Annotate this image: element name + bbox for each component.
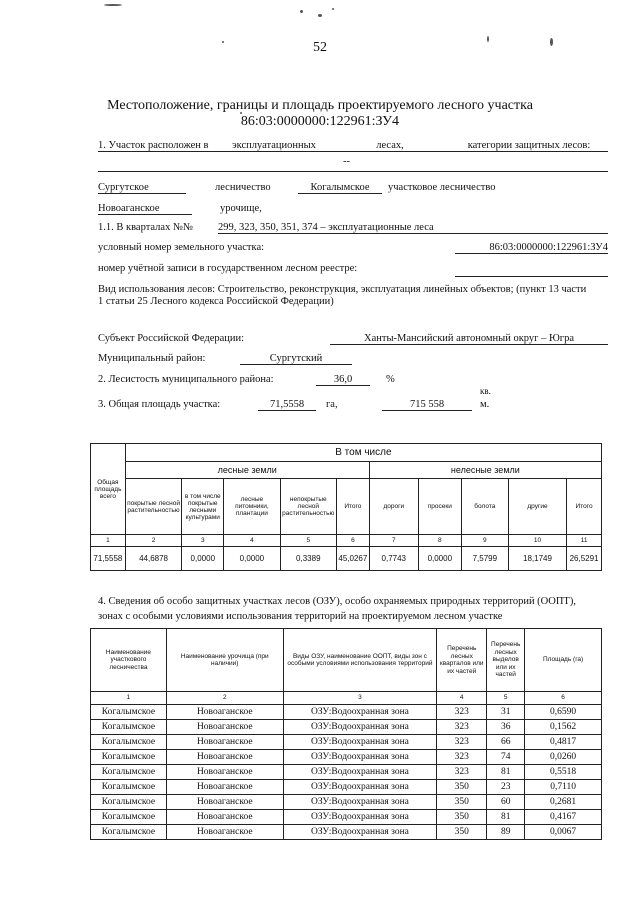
cell-tract: Новоаганское (166, 795, 283, 810)
municipal-label: Муниципальный район: (98, 353, 206, 364)
cell-area-ha: 0,6590 (525, 705, 602, 720)
table-row (91, 735, 602, 750)
cell-area-ha: 0,4167 (525, 810, 602, 825)
cell-zone-type: ОЗУ:Водоохранная зона (283, 720, 437, 735)
subject-value: Ханты-Мансийский автономный округ – Югра (330, 333, 608, 345)
header-district-forestry: Наименование участкового лесничества (91, 629, 167, 692)
cell-zone-type: ОЗУ:Водоохранная зона (283, 780, 437, 795)
value-roads: 0,7743 (369, 547, 418, 571)
cell-tract: Новоаганское (166, 705, 283, 720)
total-area-label: 3. Общая площадь участка: (98, 399, 221, 410)
value-nonforest-total: 26,5291 (567, 547, 602, 571)
col-number: 4 (437, 692, 487, 705)
header-tract: Наименование урочища (при наличии) (166, 629, 283, 692)
registry-value-line (455, 276, 608, 277)
cell-quarter: 323 (437, 750, 487, 765)
col-number: 3 (182, 535, 224, 547)
col-number: 1 (91, 535, 126, 547)
use-line-2: 1 статьи 25 Лесного кодекса Российской Федерации) (98, 296, 334, 307)
forestry-word: лесничество (215, 182, 271, 193)
section-4-line-2: зонах с особыми условиями использования территорий на проектируемом лесном участке (98, 611, 503, 622)
cell-section: 66 (487, 735, 525, 750)
cell-tract: Новоаганское (166, 735, 283, 750)
cell-section: 31 (487, 705, 525, 720)
col-number: 7 (369, 535, 418, 547)
cell-district-forestry: Когалымское (91, 780, 167, 795)
col-number: 6 (337, 535, 370, 547)
total-area-m2: 715 558 (382, 399, 472, 411)
land-composition-table (90, 443, 602, 571)
total-area-ha-unit: га, (326, 399, 338, 410)
tract-word: урочище, (220, 203, 262, 214)
cell-zone-type: ОЗУ:Водоохранная зона (283, 795, 437, 810)
header-swamps: болота (461, 479, 508, 535)
divider (98, 171, 608, 172)
cell-zone-type: ОЗУ:Водоохранная зона (283, 705, 437, 720)
value-covered-cultures: 0,0000 (182, 547, 224, 571)
cell-section: 36 (487, 720, 525, 735)
district-forestry-word: участковое лесничество (388, 182, 496, 193)
section-4-line-1: 4. Сведения об особо защитных участках лесов (ОЗУ), особо охраняемых природных территорий (ООПТ), (98, 596, 576, 607)
cell-quarter: 323 (437, 720, 487, 735)
cell-quarter: 323 (437, 765, 487, 780)
cell-area-ha: 0,7110 (525, 780, 602, 795)
header-forest-lands: лесные земли (125, 462, 369, 479)
value-covered: 44,6878 (125, 547, 182, 571)
col-number: 5 (487, 692, 525, 705)
header-roads: дороги (369, 479, 418, 535)
cell-zone-type: ОЗУ:Водоохранная зона (283, 810, 437, 825)
use-line-1: Вид использования лесов: Строительство, реконструкция, эксплуатация линейных объектов; (пункт 13 части (98, 284, 587, 295)
value-other: 18,1749 (508, 547, 566, 571)
header-other: другие (508, 479, 566, 535)
title-line-1: Местоположение, границы и площадь проектируемого лесного участка (107, 98, 533, 113)
value-nurseries: 0,0000 (224, 547, 280, 571)
forest-cover-value: 36,0 (316, 374, 370, 386)
header-zone-type: Виды ОЗУ, наименование ООПТ, виды зон с особыми условиями использования территорий (283, 629, 437, 692)
cell-area-ha: 0,1562 (525, 720, 602, 735)
title-line-2: 86:03:0000000:122961:ЗУ4 (240, 114, 400, 129)
total-area-ha: 71,5558 (258, 399, 316, 411)
col-number: 11 (567, 535, 602, 547)
forest-type: эксплуатационных (218, 140, 330, 152)
cell-tract: Новоаганское (166, 780, 283, 795)
header-covered-cultures: в том числе покрытые лесными культурами (182, 479, 224, 535)
value-total-area: 71,5558 (91, 547, 126, 571)
table-row (91, 765, 602, 780)
cell-zone-type: ОЗУ:Водоохранная зона (283, 825, 437, 840)
cell-zone-type: ОЗУ:Водоохранная зона (283, 765, 437, 780)
column-number-row (91, 535, 602, 547)
subject-label: Субъект Российской Федерации: (98, 333, 245, 344)
col-number: 5 (280, 535, 337, 547)
header-uncovered: непокрытые лесной растительностью (280, 479, 337, 535)
cell-section: 60 (487, 795, 525, 810)
cell-tract: Новоаганское (166, 720, 283, 735)
header-quarters: Перечень лесных кварталов или их частей (437, 629, 487, 692)
cell-quarter: 323 (437, 705, 487, 720)
total-area-m2-unit-top: кв. (480, 386, 491, 396)
protected-areas-table (90, 628, 602, 840)
forestry-name: Сургутское (98, 182, 186, 194)
cadastral-label: условный номер земельного участка: (98, 242, 265, 253)
cell-district-forestry: Когалымское (91, 720, 167, 735)
protective-category-label: категории защитных лесов: (450, 140, 608, 152)
header-nonforest-total: Итого (567, 479, 602, 535)
cell-quarter: 350 (437, 810, 487, 825)
header-nonforest-lands: нелесные земли (369, 462, 601, 479)
cell-quarter: 323 (437, 735, 487, 750)
municipal-value: Сургутский (240, 353, 352, 365)
col-number: 1 (91, 692, 167, 705)
col-number: 3 (283, 692, 437, 705)
cell-area-ha: 0,2681 (525, 795, 602, 810)
protective-category-value: -- (343, 156, 350, 167)
column-number-row (91, 692, 602, 705)
cell-district-forestry: Когалымское (91, 765, 167, 780)
table-row (91, 720, 602, 735)
table-row (91, 750, 602, 765)
forest-cover-label: 2. Лесистость муниципального района: (98, 374, 274, 385)
forest-cover-unit: % (386, 374, 395, 385)
page-title (0, 98, 640, 130)
header-nurseries: лесные питомники, плантации (224, 479, 280, 535)
cell-district-forestry: Когалымское (91, 735, 167, 750)
cell-quarter: 350 (437, 795, 487, 810)
total-area-m2-unit-bottom: м. (480, 399, 490, 410)
col-number: 10 (508, 535, 566, 547)
header-clearings: просеки (418, 479, 461, 535)
cell-quarter: 350 (437, 780, 487, 795)
cell-district-forestry: Когалымское (91, 825, 167, 840)
table-row (91, 780, 602, 795)
cell-area-ha: 0,4817 (525, 735, 602, 750)
cell-section: 81 (487, 765, 525, 780)
table-row (91, 705, 602, 720)
value-forest-total: 45,0267 (337, 547, 370, 571)
header-area-ha: Площадь (га) (525, 629, 602, 692)
cell-section: 23 (487, 780, 525, 795)
cell-district-forestry: Когалымское (91, 795, 167, 810)
header-sections: Перечень лесных выделов или их частей (487, 629, 525, 692)
cell-tract: Новоаганское (166, 750, 283, 765)
district-forestry-name: Когалымское (298, 182, 382, 194)
table-row (91, 825, 602, 840)
col-number: 8 (418, 535, 461, 547)
location-label: 1. Участок расположен в (98, 140, 218, 152)
table-row (91, 810, 602, 825)
value-clearings: 0,0000 (418, 547, 461, 571)
cell-section: 81 (487, 810, 525, 825)
table-row (91, 795, 602, 810)
cell-district-forestry: Когалымское (91, 705, 167, 720)
forests-word: лесах, (330, 140, 450, 152)
col-number: 4 (224, 535, 280, 547)
table-row (91, 547, 602, 571)
cell-district-forestry: Когалымское (91, 810, 167, 825)
cell-area-ha: 0,0067 (525, 825, 602, 840)
cell-zone-type: ОЗУ:Водоохранная зона (283, 735, 437, 750)
cell-area-ha: 0,5518 (525, 765, 602, 780)
cadastral-value: 86:03:0000000:122961:ЗУ4 (455, 242, 608, 254)
cell-tract: Новоаганское (166, 825, 283, 840)
cell-tract: Новоаганское (166, 810, 283, 825)
registry-label: номер учётной записи в государственном лесном реестре: (98, 263, 358, 274)
col-number: 9 (461, 535, 508, 547)
value-uncovered: 0,3389 (280, 547, 337, 571)
cell-quarter: 350 (437, 825, 487, 840)
cell-area-ha: 0,0260 (525, 750, 602, 765)
col-number: 6 (525, 692, 602, 705)
page-number: 52 (313, 40, 327, 55)
cell-zone-type: ОЗУ:Водоохранная зона (283, 750, 437, 765)
header-in-total: В том числе (125, 444, 601, 462)
quarters-value: 299, 323, 350, 351, 374 – эксплуатационные леса (218, 222, 608, 234)
cell-district-forestry: Когалымское (91, 750, 167, 765)
header-covered: покрытые лесной растительностью (125, 479, 182, 535)
col-number: 2 (166, 692, 283, 705)
header-total-area: Общая площадь всего (91, 444, 126, 535)
cell-section: 74 (487, 750, 525, 765)
header-forest-total: Итого (337, 479, 370, 535)
tract-name: Новоаганское (98, 203, 192, 215)
cell-section: 89 (487, 825, 525, 840)
quarters-label: 1.1. В кварталах №№ (98, 222, 193, 233)
value-swamps: 7,5799 (461, 547, 508, 571)
col-number: 2 (125, 535, 182, 547)
cell-tract: Новоаганское (166, 765, 283, 780)
